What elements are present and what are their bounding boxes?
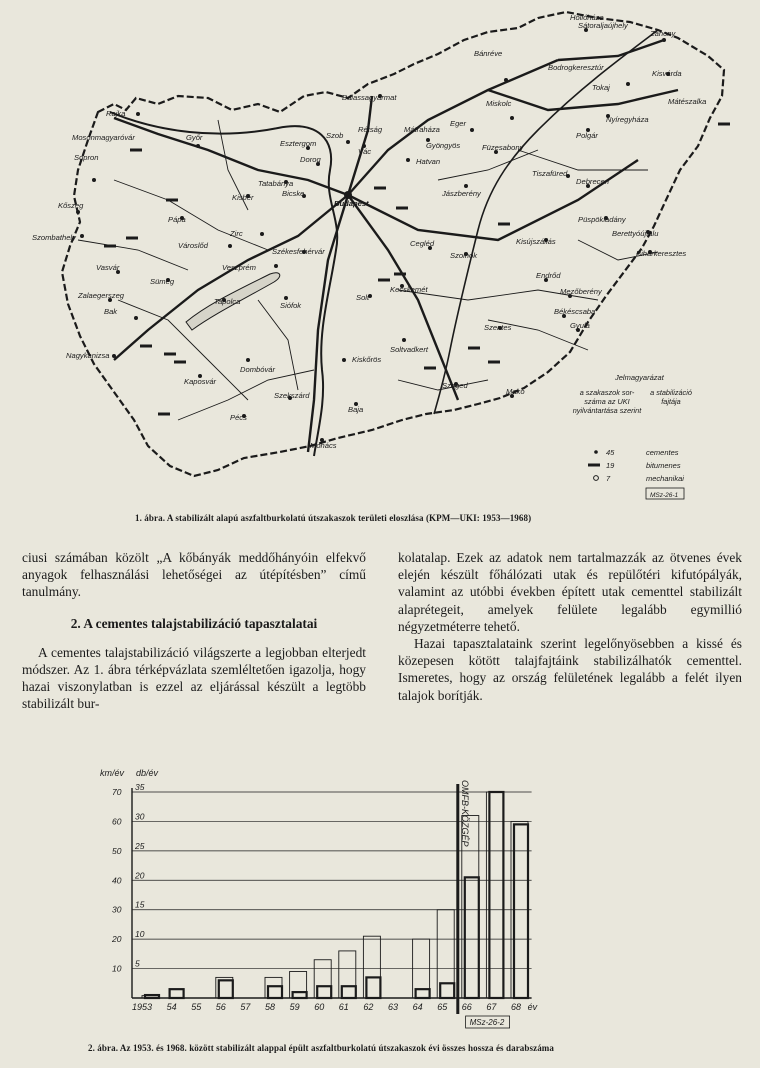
bar-db <box>416 989 430 998</box>
city-dorog: Dorog <box>300 155 321 164</box>
bar-chart <box>92 730 672 1035</box>
city-mosonmagyarovar: Mosonmagyaróvár <box>72 133 135 142</box>
y-tick-left: 60 <box>112 816 122 827</box>
city-koszeg: Kőszeg <box>58 201 84 210</box>
segment-markers <box>104 124 730 414</box>
city-zirc: Zirc <box>230 229 243 238</box>
city-debrecen: Debrecen <box>576 177 609 186</box>
city-nyiregyhaza: Nyíregyháza <box>606 115 649 124</box>
city-cegled: Cegléd <box>410 239 435 248</box>
city-bodrogkeresztur: Bodrogkeresztúr <box>548 63 604 72</box>
city-esztergom: Esztergom <box>280 139 317 148</box>
city-soltvadkert: Soltvadkert <box>390 345 428 354</box>
city-kaposvar: Kaposvár <box>184 377 217 386</box>
city-mezobereny: Mezőberény <box>560 287 602 296</box>
bar-db <box>366 977 380 998</box>
city-matrahaza: Mátraháza <box>404 125 440 134</box>
right-column <box>398 549 742 704</box>
city-szentes: Szentes <box>484 323 512 332</box>
x-tick-label: 64 <box>412 1002 423 1012</box>
y-tick-right: 10 <box>135 929 145 940</box>
city-kisber: Kisbér <box>232 193 254 202</box>
city-satoraljaujhely: Sátoraljaújhely <box>578 21 628 30</box>
annotation-label: OMFB-KÖZGÉP <box>459 780 470 847</box>
x-tick-label: 65 <box>437 1002 448 1012</box>
y-tick-left: 30 <box>112 904 122 915</box>
city-gyula: Gyula <box>570 321 590 330</box>
legend-col2-header: a stabilizáció fajtája <box>650 388 692 407</box>
x-tick-label: 59 <box>289 1002 300 1012</box>
legend-cement-symbol <box>594 450 598 454</box>
figure2-caption: 2. ábra. Az 1953. és 1968. között stabilizált alappal épült aszfaltburkolatú útszakaszok évi összes hossza és darabszáma <box>88 1043 555 1053</box>
x-tick-label: 61 <box>338 1002 349 1012</box>
x-tick-label: 66 <box>461 1002 472 1012</box>
y-tick-right: 5 <box>135 958 140 969</box>
city-mohacs: Mohács <box>310 441 337 450</box>
city-veszprem: Veszprém <box>222 263 256 272</box>
secondary-roads <box>78 120 658 420</box>
city-szombathely: Szombathely <box>32 233 76 242</box>
legend-mechanical-number: 7 <box>606 474 611 483</box>
bar-db <box>465 877 479 998</box>
city-berettyoujfalu: Berettyóújfalu <box>612 229 659 238</box>
legend-title: Jelmagyarázat <box>615 373 664 382</box>
city-budapest: Budapest <box>334 199 369 208</box>
city-szolnok: Szolnok <box>450 251 478 260</box>
bar-db <box>145 995 159 998</box>
city-hollohaza: Hollóháza <box>570 13 604 22</box>
city-kecskemet: Kecskemét <box>390 285 428 294</box>
y-tick-left: 50 <box>112 845 122 856</box>
legend-mechanical-type: mechanikai <box>646 474 684 483</box>
figure1-caption: 1. ábra. A stabilizált alapú aszfaltburkolatú útszakaszok területi eloszlása (KPM—UKI: 1953—1968) <box>135 513 532 523</box>
city-tatabanya: Tatabánya <box>258 179 294 188</box>
city-szeged: Szeged <box>442 381 468 390</box>
city-sopron: Sopron <box>74 153 99 162</box>
x-tick-label: 57 <box>240 1002 251 1012</box>
y-tick-left: 70 <box>112 787 122 797</box>
city-miskolc: Miskolc <box>486 99 512 108</box>
city-mako: Makó <box>506 387 525 396</box>
x-axis-unit: év <box>527 1002 538 1012</box>
legend-cement-number: 45 <box>606 448 615 457</box>
bar-db <box>342 986 356 998</box>
map-stamp: MSz-26-1 <box>650 492 679 499</box>
y-tick-right: 30 <box>135 811 145 822</box>
section-heading: 2. A cementes talajstabilizáció tapasztalatai <box>70 615 318 631</box>
x-tick-label: 67 <box>486 1002 497 1012</box>
bar-db <box>440 983 454 998</box>
y-tick-right: 20 <box>135 870 145 881</box>
city-eger: Eger <box>450 119 467 128</box>
city-baja: Baja <box>348 405 364 414</box>
city-vasvar: Vasvár <box>96 263 120 272</box>
city-szekszard: Szekszárd <box>274 391 310 400</box>
left-paragraph-1: ciusi számában közölt „A kőbányák meddőhányóin elfekvő anyagok felhasználási lehetőségei az útépítésben” című tanulmány. <box>22 550 366 600</box>
city-kisvarda: Kisvárda <box>652 69 682 78</box>
city-szob: Szob <box>326 131 344 140</box>
x-tick-label: 1953 <box>132 1002 153 1012</box>
right-paragraph-2: Hazai tapasztalataink szerint legelőnyösebben a kissé és közepesen kötött talajfajtáink stabilizálhatók cementtel. Ismeretes, hogy az ország felületének legalább a felét ilyen talajok borítják. <box>398 636 742 703</box>
city-balassagyarmat: Balassagyarmat <box>342 93 397 102</box>
city-kisujszallas: Kisújszállás <box>516 237 556 246</box>
city-solt: Solt <box>356 293 370 302</box>
city-fuzesabony: Füzesabony <box>482 143 524 152</box>
city-tapolca: Tapolca <box>214 297 241 306</box>
city-gyongyos: Gyöngyös <box>426 141 461 150</box>
city-zalaegerszeg: Zalaegerszeg <box>78 291 125 300</box>
city-biharkeresztes: Biharkeresztes <box>636 249 687 258</box>
legend-bitumen-number: 19 <box>606 461 615 470</box>
bar-db <box>514 824 528 998</box>
city-gyor: Győr <box>186 133 203 142</box>
x-tick-label: 56 <box>215 1002 226 1012</box>
x-tick-label: 63 <box>388 1002 399 1012</box>
left-column <box>22 549 366 713</box>
city-szekesfehervar: Székesfehérvár <box>272 247 325 256</box>
city-varoslod: Városlőd <box>178 241 208 250</box>
x-tick-label: 60 <box>314 1002 325 1012</box>
x-tick-label: 62 <box>363 1002 374 1012</box>
chart-stamp: MSz-26-2 <box>469 1018 505 1027</box>
bar-db <box>293 992 307 998</box>
city-sumeg: Sümeg <box>150 277 175 286</box>
y-tick-right: 35 <box>135 782 145 792</box>
legend-col1-header: a szakaszok sor-száma az UKI nyilvántartása szerint <box>572 388 642 416</box>
legend-bitumen-type: bitumenes <box>646 461 681 470</box>
city-zahony: Záhony <box>650 29 676 38</box>
city-jaszbereny: Jászberény <box>442 189 481 198</box>
city-pecs: Pécs <box>230 413 247 422</box>
y-tick-right: 15 <box>135 899 145 910</box>
city-polgar: Polgár <box>576 131 598 140</box>
map-figure <box>18 0 742 512</box>
x-tick-label: 54 <box>166 1002 177 1012</box>
city-bak: Bak <box>104 307 118 316</box>
legend-cement-type: cementes <box>646 448 679 457</box>
y-tick-right: 25 <box>135 840 145 851</box>
city-bicske: Bicske <box>282 189 305 198</box>
city-tokaj: Tokaj <box>592 83 610 92</box>
bar-db <box>219 980 233 998</box>
bar-db <box>317 986 331 998</box>
left-paragraph-2: A cementes talajstabilizáció világszerte a legjobban elterjedt módszer. Az 1. ábra térképvázlata szemléltetően igazolja, hogy hazai viszonylatban is ezzel az eljárással készült a legtöbb stabilizált bur- <box>22 644 366 712</box>
bar-db <box>268 986 282 998</box>
x-tick-label: 55 <box>191 1002 202 1012</box>
city-nagykanizsa: Nagykanizsa <box>66 351 110 360</box>
city-siofok: Siófok <box>280 301 302 310</box>
x-tick-label: 58 <box>265 1002 276 1012</box>
y-tick-left: 10 <box>112 963 122 974</box>
city-vac: Vác <box>358 147 372 156</box>
bar-db <box>170 989 184 998</box>
y-axis-label-right: db/év <box>136 768 159 778</box>
city-banreve: Bánréve <box>474 49 503 58</box>
city-retsag: Rétság <box>358 125 383 134</box>
legend-mechanical-symbol <box>594 476 599 481</box>
y-axis-label-left: km/év <box>100 768 125 778</box>
city-mateszalka: Mátészalka <box>668 97 707 106</box>
city-dombovar: Dombóvár <box>240 365 276 374</box>
city-tiszafured: Tiszafüred <box>532 169 568 178</box>
y-tick-left: 40 <box>112 875 122 886</box>
city-kiskoros: Kiskőrös <box>352 355 382 364</box>
city-endrod: Endrőd <box>536 271 561 280</box>
city-hatvan: Hatvan <box>416 157 441 166</box>
city-bekescsaba: Békéscsaba <box>554 307 596 316</box>
x-tick-label: 68 <box>511 1002 522 1012</box>
bar-db <box>489 792 503 998</box>
y-tick-left: 20 <box>112 934 122 945</box>
city-rajka: Rajka <box>106 109 126 118</box>
city-papa: Pápa <box>168 215 186 224</box>
right-paragraph-1: kolatalap. Ezek az adatok nem tartalmazzák az ötvenes évek elején készült főhálózati utak és repülőtéri kifutópályák, valamint az utóbbi években épített utak cementtel stabilizált alaprétegeit, amelyek felülete legalább egymillió négyzetméterre tehető. <box>398 550 742 634</box>
city-puspokladany: Püspökladány <box>578 215 626 224</box>
